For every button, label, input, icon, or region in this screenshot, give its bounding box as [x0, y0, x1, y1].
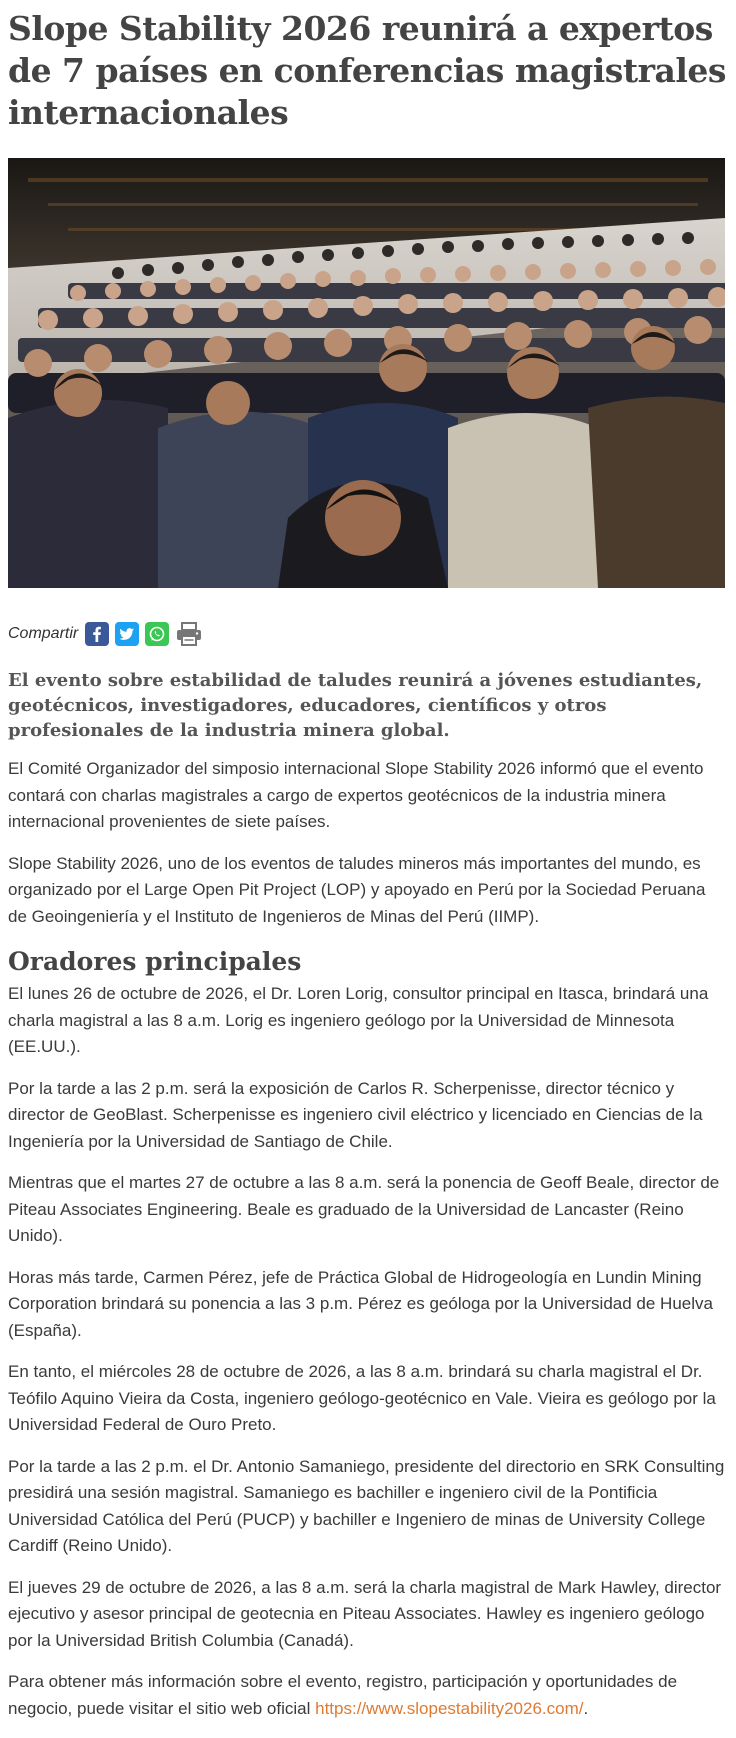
more-info-end: . — [583, 1698, 589, 1718]
paragraph: Por la tarde a las 2 p.m. será la exposición de Carlos R. Scherpenisse, director técnico y director de GeoBlast. Scherpenisse es ingeniero civil eléctrico y licenciado en Ciencias de la Ingeniería por la Universidad de Santiago de Chile. — [8, 1078, 703, 1151]
paragraph-more-info — [8, 1669, 728, 1722]
whatsapp-icon[interactable] — [145, 622, 169, 646]
print-icon[interactable] — [175, 622, 203, 646]
twitter-icon[interactable] — [115, 622, 139, 646]
paragraph: El jueves 29 de octubre de 2026, a las 8 a.m. será la charla magistral de Mark Hawley, director ejecutivo y asesor principal de geotecnia en Piteau Associates. Hawley es ingeniero geólogo por la Universidad British Columbia (Canadá). — [8, 1577, 722, 1650]
hero-photo-conference-audience — [8, 158, 725, 588]
paragraph: Horas más tarde, Carmen Pérez, jefe de Práctica Global de Hidrogeología en Lundin Mining Corporation brindará su ponencia a las 3 p.m. Pérez es geóloga por la Universidad de Huelva (España). — [8, 1267, 713, 1340]
section-title: Oradores principales — [8, 947, 302, 976]
article-lead: El evento sobre estabilidad de taludes reunirá a jóvenes estudiantes, geotécnicos, investigadores, educadores, científicos y otros profesionales de la industria minera global. — [8, 670, 703, 741]
facebook-icon[interactable] — [85, 622, 109, 646]
share-label: Compartir — [8, 625, 79, 642]
paragraph: En tanto, el miércoles 28 de octubre de 2026, a las 8 a.m. brindará su charla magistral el Dr. Teófilo Aquino Vieira da Costa, ingeniero geólogo-geotécnico en Vale. Vieira es geólogo por la Universidad Federal de Ouro Preto. — [8, 1362, 716, 1434]
paragraph: Mientras que el martes 27 de octubre a las 8 a.m. será la ponencia de Geoff Beale, director de Piteau Associates Engineering. Beale es graduado de la Universidad de Lancaster (Reino Unido). — [8, 1173, 720, 1245]
official-website-link[interactable]: https://www.slopestability2026.com/ — [315, 1698, 584, 1718]
article — [0, 8, 736, 1722]
paragraph: El lunes 26 de octubre de 2026, el Dr. Loren Lorig, consultor principal en Itasca, brindará una charla magistral a las 8 a.m. Lorig es ingeniero geólogo por la Universidad de Minnesota (EE.UU.). — [8, 984, 709, 1056]
more-info-text: Para obtener más información sobre el evento, registro, participación y oportunidades de negocio, puede visitar el sitio web oficial — [8, 1672, 678, 1718]
paragraph: Por la tarde a las 2 p.m. el Dr. Antonio Samaniego, presidente del directorio en SRK Consulting presidirá una sesión magistral. Samaniego es bachiller e ingeniero civil de la Pontificia Universidad Católica del Perú (PUCP) y bachiller e Ingeniero de minas de University College Cardiff (Reino Unido). — [8, 1456, 725, 1555]
article-headline: Slope Stability 2026 reunirá a expertos de 7 países en conferencias magistrales internacionales — [8, 9, 726, 132]
paragraph: Slope Stability 2026, uno de los eventos de taludes mineros más importantes del mundo, es organizado por el Large Open Pit Project (LOP) y apoyado en Perú por la Sociedad Peruana de Geoingeniería y el Instituto de Ingenieros de Minas del Perú (IIMP). — [8, 853, 706, 926]
share-bar — [8, 620, 728, 648]
paragraph: El Comité Organizador del simposio internacional Slope Stability 2026 informó que el evento contará con charlas magistrales a cargo de expertos geotécnicos de la industria minera internacional provenientes de siete países. — [8, 759, 704, 831]
